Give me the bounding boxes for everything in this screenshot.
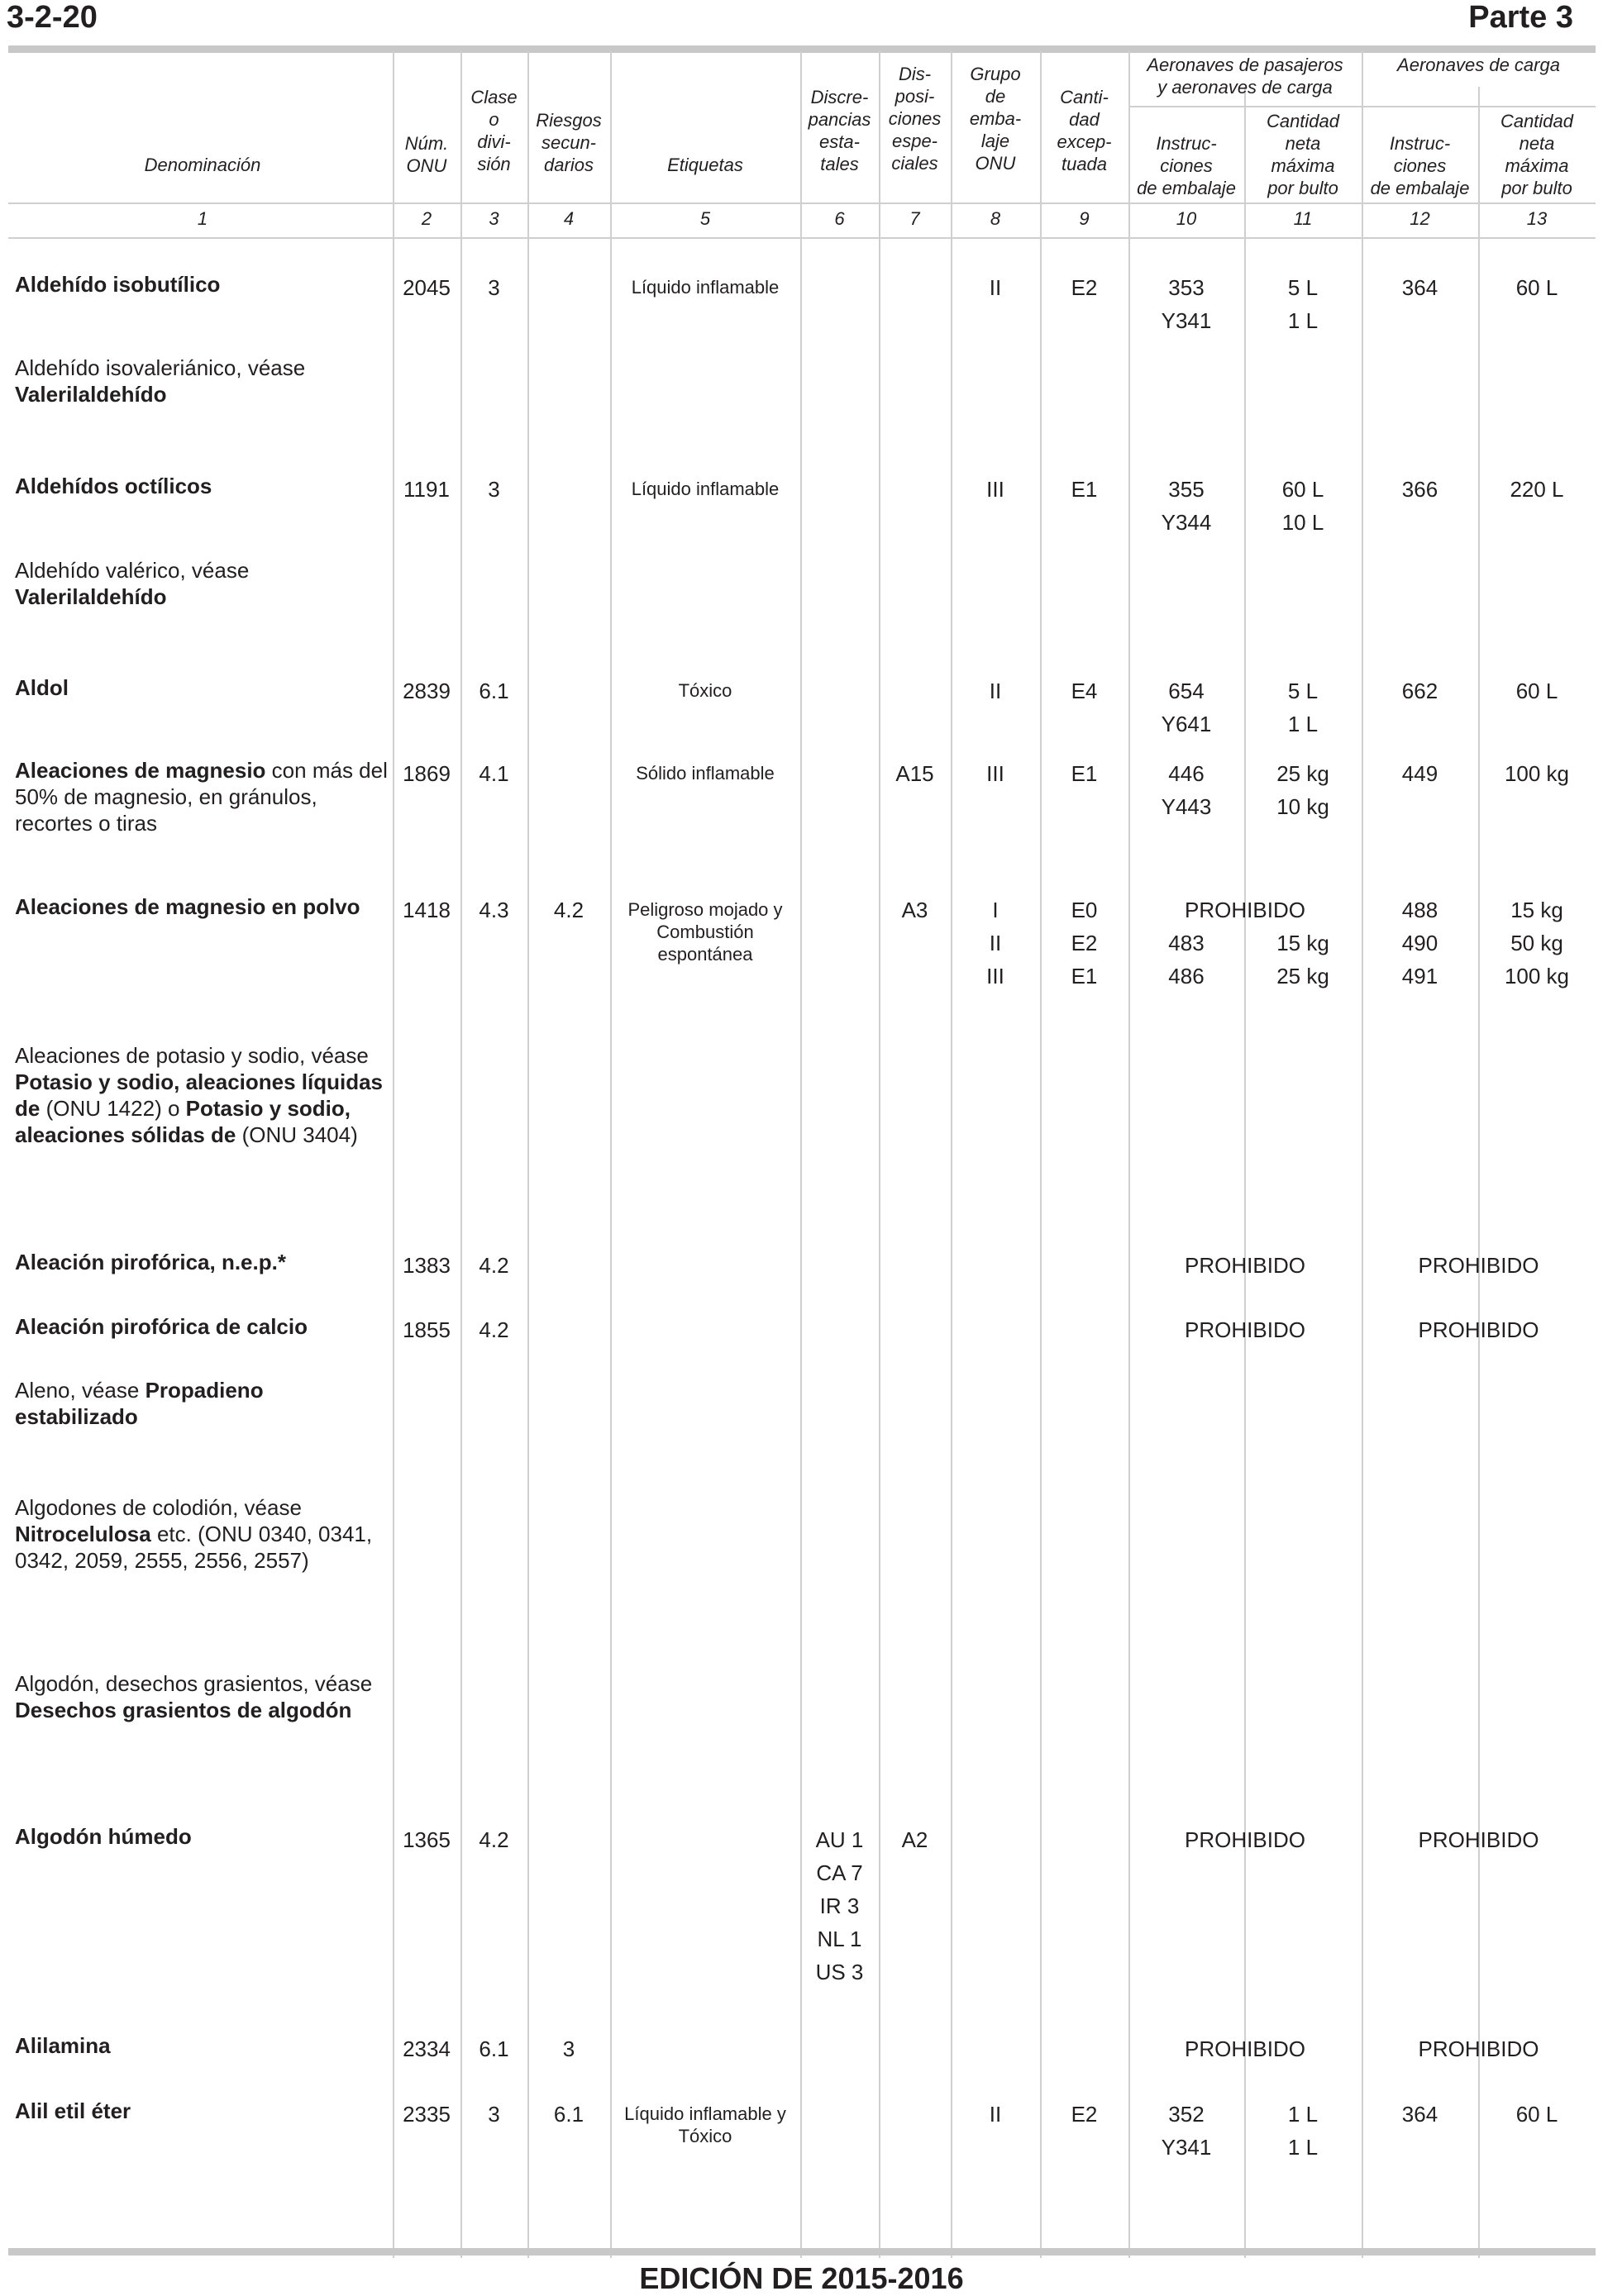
row-disposicion: A2 xyxy=(901,1827,928,1852)
row-pax-cantidad: 15 kg xyxy=(1276,931,1329,955)
col-number: 4 xyxy=(563,208,575,229)
row-disposicion: A3 xyxy=(901,898,928,922)
col-number: 1 xyxy=(197,208,208,229)
row-clase: 4.2 xyxy=(479,1253,509,1278)
row-pax-prohibido: PROHIBIDO xyxy=(1185,898,1305,922)
header-pax-instrucciones: Instruc- ciones de embalaje xyxy=(1137,133,1236,198)
row-pax-instrucciones: Y641 xyxy=(1161,712,1212,736)
row-denominacion: Aleaciones de magnesio en polvo xyxy=(15,894,360,919)
col-number: 13 xyxy=(1526,208,1548,229)
col-number: 9 xyxy=(1079,208,1090,229)
row-pax-instrucciones: 353 xyxy=(1168,275,1205,300)
row-pax-instrucciones: 446 xyxy=(1168,761,1205,786)
edition-footer: EDICIÓN DE 2015-2016 xyxy=(639,2261,964,2295)
header-cargo-instrucciones: Instruc- ciones de embalaje xyxy=(1370,133,1470,198)
col-divider xyxy=(951,51,952,2258)
header-cantidad-exceptuada: Canti- dad excep- tuada xyxy=(1057,87,1112,174)
row-etiqueta: Tóxico xyxy=(678,680,732,701)
row-denominacion: Aldehído isobutílico xyxy=(15,272,221,297)
header-etiquetas: Etiquetas xyxy=(667,155,743,175)
col-divider xyxy=(1478,87,1480,2258)
row-pax-instrucciones: 486 xyxy=(1168,964,1205,988)
row-pax-instrucciones: Y443 xyxy=(1161,794,1212,819)
row-clase: 4.2 xyxy=(479,1317,509,1342)
row-grupo: III xyxy=(986,477,1004,502)
row-pax-prohibido: PROHIBIDO xyxy=(1185,1253,1305,1278)
row-pax-cantidad: 5 L xyxy=(1287,275,1319,300)
col-divider xyxy=(460,51,462,2258)
row-pax-prohibido: PROHIBIDO xyxy=(1185,1827,1305,1852)
row-grupo: II xyxy=(989,931,1002,955)
header-carga-group: Aeronaves de carga xyxy=(1397,55,1560,75)
row-pax-cantidad: 25 kg xyxy=(1276,761,1329,786)
row-pax-instrucciones: 483 xyxy=(1168,931,1205,955)
row-riesgos: 6.1 xyxy=(553,2102,584,2127)
row-grupo: III xyxy=(986,761,1004,786)
header-grupo: Grupo de emba- laje ONU xyxy=(969,64,1022,174)
row-grupo: II xyxy=(989,275,1002,300)
col-number: 5 xyxy=(699,208,711,229)
row-denominacion: Aleaciones de magnesio con más del 50% de magnesio, en gránulos, recortes o tiras xyxy=(15,758,388,836)
row-cargo-cantidad: 60 L xyxy=(1515,275,1558,300)
row-grupo: II xyxy=(989,679,1002,703)
col-divider xyxy=(1362,51,1363,2258)
row-pax-instrucciones: Y341 xyxy=(1161,2135,1212,2160)
row-cargo-instrucciones: 490 xyxy=(1401,931,1438,955)
row-cargo-instrucciones: 449 xyxy=(1401,761,1438,786)
header-discrepancias: Discre- pancias esta- tales xyxy=(808,87,871,174)
header-cargo-cantidad: Cantidad neta máxima por bulto xyxy=(1500,111,1574,198)
col-number: 11 xyxy=(1293,208,1313,229)
header-disposiciones: Dis- posi- ciones espe- ciales xyxy=(888,64,942,174)
bottom-rule xyxy=(8,2248,1596,2256)
row-clase: 3 xyxy=(488,2102,500,2127)
row-denominacion: Aldol xyxy=(15,675,69,700)
row-denominacion: Aleaciones de potasio y sodio, véase Potasio y sodio, aleaciones líquidas de (ONU 1422) o Potasio y sodio, aleaciones sólidas de (ONU 3404) xyxy=(15,1043,384,1147)
row-pax-cantidad: 1 L xyxy=(1287,2102,1319,2127)
col-number: 6 xyxy=(834,208,845,229)
header-riesgos: Riesgos secun- darios xyxy=(536,110,602,175)
col-number: 10 xyxy=(1176,208,1197,229)
row-num-onu: 2045 xyxy=(403,275,451,300)
col-number: 7 xyxy=(909,208,920,229)
row-denominacion: Aleación pirofórica de calcio xyxy=(15,1314,308,1339)
row-grupo: II xyxy=(989,2102,1002,2127)
page-number: 3-2-20 xyxy=(7,0,98,35)
row-denominacion: Aldehído valérico, véase Valerilaldehído xyxy=(15,558,250,609)
row-num-onu: 1418 xyxy=(403,898,451,922)
row-num-onu: 1383 xyxy=(403,1253,451,1278)
number-divider xyxy=(8,237,1596,239)
row-pax-cantidad: 10 kg xyxy=(1276,794,1329,819)
header-pax-cantidad: Cantidad neta máxima por bulto xyxy=(1266,111,1340,198)
row-etiqueta: Líquido inflamable y Tóxico xyxy=(624,2103,786,2146)
col-divider xyxy=(879,51,880,2258)
row-num-onu: 1365 xyxy=(403,1827,451,1852)
col-number: 8 xyxy=(990,208,1001,229)
row-cargo-instrucciones: 364 xyxy=(1401,2102,1438,2127)
row-discrepancia: IR 3 xyxy=(819,1893,860,1918)
row-cargo-cantidad: 220 L xyxy=(1510,477,1564,502)
row-clase: 6.1 xyxy=(479,2036,509,2061)
row-cargo-prohibido: PROHIBIDO xyxy=(1418,2036,1539,2061)
row-disposicion: A15 xyxy=(895,761,934,786)
row-etiqueta: Peligroso mojado y Combustión espontánea xyxy=(627,899,783,965)
group-divider xyxy=(1128,106,1596,107)
row-cargo-cantidad: 60 L xyxy=(1515,679,1558,703)
row-etiqueta: Líquido inflamable xyxy=(631,479,780,499)
row-cargo-prohibido: PROHIBIDO xyxy=(1418,1253,1539,1278)
row-exc: E2 xyxy=(1071,931,1098,955)
row-num-onu: 1855 xyxy=(403,1317,451,1342)
row-exc: E1 xyxy=(1071,761,1098,786)
row-exc: E1 xyxy=(1071,964,1098,988)
row-denominacion: Aldehídos octílicos xyxy=(15,474,212,498)
col-divider xyxy=(1244,87,1246,2258)
col-divider xyxy=(393,51,394,2258)
row-denominacion: Aleno, véase Propadieno estabilizado xyxy=(15,1378,264,1429)
row-pax-cantidad: 5 L xyxy=(1287,679,1319,703)
row-cargo-instrucciones: 366 xyxy=(1401,477,1438,502)
row-pax-instrucciones: Y341 xyxy=(1161,308,1212,333)
col-number: 12 xyxy=(1410,208,1430,229)
row-denominacion: Algodones de colodión, véase Nitrocelulosa etc. (ONU 0340, 0341, 0342, 2059, 2555, 2556, 2557) xyxy=(15,1495,373,1573)
row-clase: 4.2 xyxy=(479,1827,509,1852)
row-denominacion: Aleación pirofórica, n.e.p.* xyxy=(15,1250,286,1274)
row-discrepancia: CA 7 xyxy=(816,1860,863,1885)
row-pax-cantidad: 25 kg xyxy=(1276,964,1329,988)
header-num-onu: Núm. ONU xyxy=(404,133,449,176)
row-discrepancia: NL 1 xyxy=(817,1927,862,1951)
row-cargo-cantidad: 60 L xyxy=(1515,2102,1558,2127)
row-exc: E2 xyxy=(1071,2102,1098,2127)
row-clase: 4.1 xyxy=(479,761,509,786)
row-discrepancia: AU 1 xyxy=(815,1827,864,1852)
row-denominacion: Aldehído isovaleriánico, véase Valerilaldehído xyxy=(15,355,306,407)
header-divider xyxy=(8,202,1596,204)
header-denominacion: Denominación xyxy=(144,155,261,175)
row-riesgos: 3 xyxy=(562,2036,575,2061)
col-divider xyxy=(527,51,529,2258)
col-number: 3 xyxy=(489,208,499,229)
row-exc: E4 xyxy=(1071,679,1098,703)
row-exc: E2 xyxy=(1071,275,1098,300)
row-pax-cantidad: 60 L xyxy=(1281,477,1324,502)
row-riesgos: 4.2 xyxy=(553,898,584,922)
row-denominacion: Algodón, desechos grasientos, véase Desechos grasientos de algodón xyxy=(15,1671,373,1722)
row-num-onu: 1869 xyxy=(403,761,451,786)
row-pax-instrucciones: Y344 xyxy=(1161,510,1212,535)
header-pasajeros-group: Aeronaves de pasajeros y aeronaves de carga xyxy=(1147,55,1343,98)
row-cargo-instrucciones: 491 xyxy=(1401,964,1438,988)
row-pax-instrucciones: 352 xyxy=(1168,2102,1205,2127)
row-pax-prohibido: PROHIBIDO xyxy=(1185,1317,1305,1342)
row-grupo: I xyxy=(992,898,999,922)
header-clase: Clase o divi- sión xyxy=(470,87,518,174)
row-num-onu: 2335 xyxy=(403,2102,451,2127)
row-pax-cantidad: 1 L xyxy=(1287,712,1319,736)
row-pax-cantidad: 1 L xyxy=(1287,2135,1319,2160)
row-clase: 6.1 xyxy=(479,679,509,703)
col-divider xyxy=(1040,51,1042,2258)
row-num-onu: 2334 xyxy=(403,2036,451,2061)
row-cargo-prohibido: PROHIBIDO xyxy=(1418,1827,1539,1852)
top-rule xyxy=(8,45,1596,53)
row-denominacion: Algodón húmedo xyxy=(15,1824,192,1849)
row-cargo-cantidad: 50 kg xyxy=(1510,931,1563,955)
row-cargo-cantidad: 100 kg xyxy=(1504,964,1570,988)
row-denominacion: Alil etil éter xyxy=(15,2098,131,2123)
row-clase: 3 xyxy=(488,275,500,300)
row-pax-instrucciones: 654 xyxy=(1168,679,1205,703)
row-cargo-instrucciones: 662 xyxy=(1401,679,1438,703)
row-pax-prohibido: PROHIBIDO xyxy=(1185,2036,1305,2061)
row-etiqueta: Líquido inflamable xyxy=(631,277,780,298)
row-cargo-cantidad: 100 kg xyxy=(1504,761,1570,786)
row-num-onu: 2839 xyxy=(403,679,451,703)
col-divider xyxy=(1128,51,1130,2258)
row-num-onu: 1191 xyxy=(403,477,450,502)
row-discrepancia: US 3 xyxy=(815,1960,864,1984)
row-cargo-instrucciones: 488 xyxy=(1401,898,1438,922)
row-pax-cantidad: 1 L xyxy=(1287,308,1319,333)
row-clase: 4.3 xyxy=(479,898,509,922)
col-number: 2 xyxy=(421,208,432,229)
col-divider xyxy=(610,51,612,2258)
row-clase: 3 xyxy=(488,477,500,502)
row-cargo-instrucciones: 364 xyxy=(1401,275,1438,300)
row-etiqueta: Sólido inflamable xyxy=(636,763,775,784)
row-denominacion: Alilamina xyxy=(15,2033,111,2058)
row-cargo-cantidad: 15 kg xyxy=(1510,898,1563,922)
row-grupo: III xyxy=(986,964,1004,988)
row-pax-cantidad: 10 L xyxy=(1281,510,1324,535)
row-cargo-prohibido: PROHIBIDO xyxy=(1418,1317,1539,1342)
row-exc: E1 xyxy=(1071,477,1098,502)
row-pax-instrucciones: 355 xyxy=(1168,477,1205,502)
row-exc: E0 xyxy=(1071,898,1098,922)
part-label: Parte 3 xyxy=(1468,0,1573,35)
